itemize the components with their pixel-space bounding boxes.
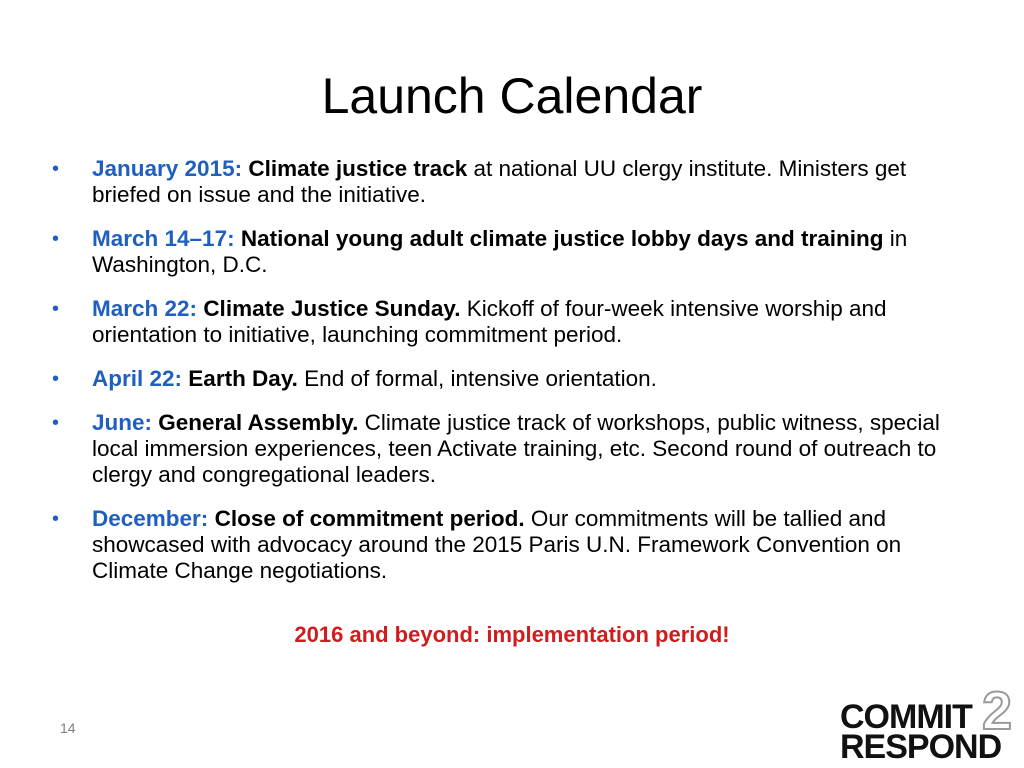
list-item	[48, 296, 968, 348]
bullet-text: in Washington, D.C.	[92, 226, 908, 277]
bullet-dot-icon: •	[52, 298, 60, 320]
bullet-date: March 22:	[92, 296, 198, 321]
list-item	[48, 156, 968, 208]
bullet-event: Earth Day.	[188, 366, 298, 391]
bullet-date: April 22:	[92, 366, 183, 391]
bullet-date: December:	[92, 506, 209, 531]
bullet-text: Climate justice track of workshops, public witness, special local immersion experiences, teen Activate training, etc. Second round of outreach to clergy and congregational leaders.	[92, 410, 940, 487]
bullet-event: General Assembly.	[158, 410, 359, 435]
commit2respond-logo	[836, 681, 1024, 766]
bullet-dot-icon: •	[52, 368, 60, 390]
bullet-dot-icon: •	[52, 508, 60, 530]
bullet-event: Climate justice track	[248, 156, 468, 181]
page-number: 14	[60, 720, 76, 736]
bullet-text: Our commitments will be tallied and showcased with advocacy around the 2015 Paris U.N. Framework Convention on Climate Change negotiations.	[92, 506, 902, 583]
bullet-date: June:	[92, 410, 153, 435]
bullet-event: National young adult climate justice lobby days and training	[240, 226, 884, 251]
footer-note: 2016 and beyond: implementation period!	[294, 622, 730, 647]
list-item	[48, 226, 968, 278]
logo-number: 2	[982, 681, 1013, 741]
logo-word-commit: COMMIT	[840, 698, 972, 736]
bullet-date: January 2015:	[92, 156, 243, 181]
bullet-dot-icon: •	[52, 228, 60, 250]
bullet-text: End of formal, intensive orientation.	[297, 366, 657, 391]
bullet-event: Climate Justice Sunday.	[203, 296, 461, 321]
bullet-list	[48, 156, 968, 602]
bullet-dot-icon: •	[52, 412, 60, 434]
list-item	[48, 410, 968, 488]
list-item	[48, 506, 968, 584]
slide-title: Launch Calendar	[321, 68, 703, 124]
bullet-text: at national UU clergy institute. Ministers get briefed on issue and the initiative.	[92, 156, 907, 207]
bullet-event: Close of commitment period.	[214, 506, 525, 531]
bullet-text: Kickoff of four-week intensive worship and orientation to initiative, launching commitment period.	[92, 296, 887, 347]
bullet-dot-icon: •	[52, 158, 60, 180]
logo-word-respond: RESPOND	[840, 728, 1002, 766]
bullet-date: March 14–17:	[92, 226, 235, 251]
list-item	[48, 366, 968, 392]
